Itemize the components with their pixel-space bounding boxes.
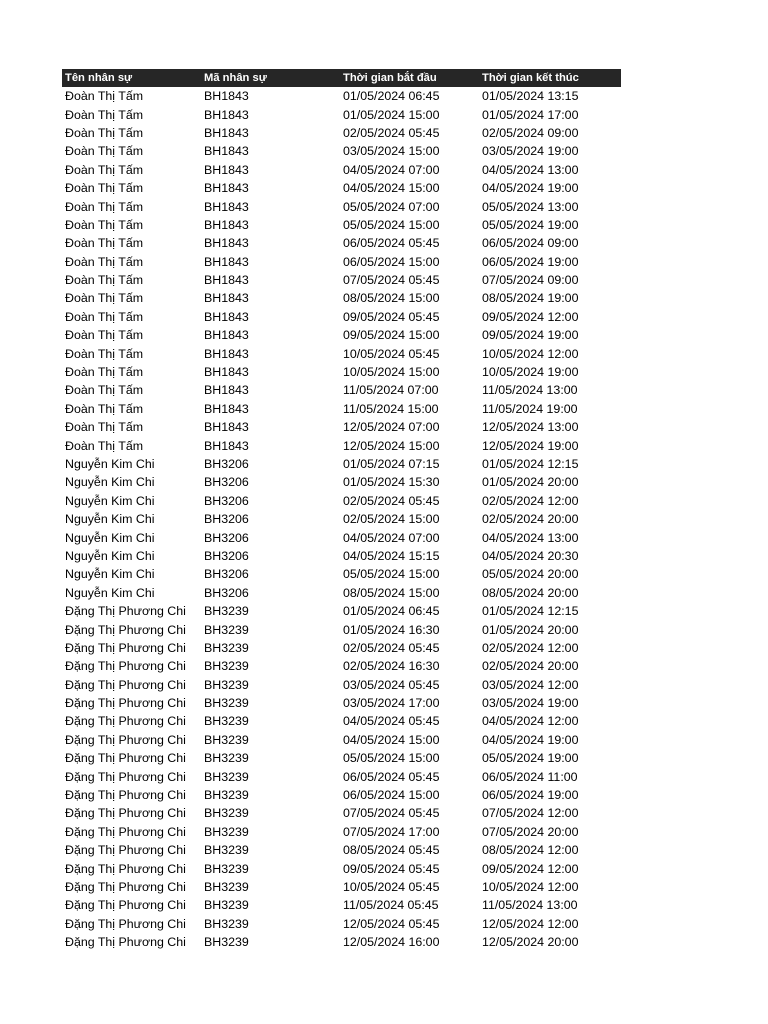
cell-employee-name[interactable]: Đặng Thị Phương Chi	[65, 677, 186, 692]
cell-end-time[interactable]: 06/05/2024 19:00	[482, 788, 579, 803]
cell-employee-name[interactable]: Đoàn Thị Tấm	[65, 291, 144, 306]
cell-employee-name[interactable]: Đặng Thị Phương Chi	[65, 769, 186, 784]
cell-end-time[interactable]: 01/05/2024 17:00	[482, 107, 579, 122]
cell-end-time[interactable]: 07/05/2024 12:00	[482, 806, 579, 821]
cell-end-time[interactable]: 01/05/2024 12:15	[482, 457, 579, 471]
cell-employee-id[interactable]: BH1843	[204, 236, 249, 251]
cell-employee-id[interactable]: BH3239	[204, 732, 249, 747]
cell-end-time[interactable]: 06/05/2024 19:00	[482, 254, 579, 269]
cell-employee-name[interactable]: Đoàn Thị Tấm	[65, 365, 144, 380]
cell-employee-id[interactable]: BH1843	[204, 144, 249, 159]
cell-end-time[interactable]: 04/05/2024 19:00	[482, 732, 579, 747]
cell-start-time[interactable]: 01/05/2024 15:30	[343, 475, 440, 490]
cell-start-time[interactable]: 11/05/2024 05:45	[343, 898, 439, 913]
cell-employee-name[interactable]: Đặng Thị Phương Chi	[65, 935, 186, 950]
cell-employee-id[interactable]: BH1843	[204, 365, 249, 380]
cell-start-time[interactable]: 02/05/2024 05:45	[343, 640, 440, 655]
table-row[interactable]	[62, 915, 621, 933]
cell-end-time[interactable]: 11/05/2024 19:00	[482, 401, 578, 416]
cell-employee-name[interactable]: Nguyễn Kim Chi	[65, 530, 155, 545]
cell-employee-name[interactable]: Đặng Thị Phương Chi	[65, 659, 186, 674]
table-row[interactable]	[62, 87, 621, 105]
cell-employee-name[interactable]: Đoàn Thị Tấm	[65, 236, 144, 251]
cell-start-time[interactable]: 09/05/2024 05:45	[343, 309, 440, 324]
cell-employee-name[interactable]: Đoàn Thị Tấm	[65, 438, 144, 453]
cell-end-time[interactable]: 04/05/2024 13:00	[482, 162, 579, 177]
cell-start-time[interactable]: 01/05/2024 06:45	[343, 89, 440, 104]
table-row[interactable]	[62, 823, 621, 841]
cell-employee-name[interactable]: Đoàn Thị Tấm	[65, 420, 144, 435]
cell-start-time[interactable]: 01/05/2024 15:00	[343, 107, 440, 122]
table-row[interactable]	[62, 142, 621, 160]
cell-end-time[interactable]: 04/05/2024 12:00	[482, 714, 579, 729]
cell-employee-id[interactable]: BH1843	[204, 181, 249, 196]
cell-start-time[interactable]: 02/05/2024 15:00	[343, 512, 440, 527]
cell-employee-id[interactable]: BH3239	[204, 788, 249, 803]
cell-employee-id[interactable]: BH1843	[204, 328, 249, 343]
cell-end-time[interactable]: 04/05/2024 13:00	[482, 530, 579, 545]
cell-end-time[interactable]: 10/05/2024 12:00	[482, 346, 579, 361]
table-row[interactable]	[62, 105, 621, 123]
cell-employee-id[interactable]: BH1843	[204, 217, 249, 232]
cell-start-time[interactable]: 03/05/2024 05:45	[343, 677, 440, 692]
cell-employee-name[interactable]: Đặng Thị Phương Chi	[65, 732, 186, 747]
cell-employee-id[interactable]: BH3206	[204, 493, 249, 508]
cell-employee-id[interactable]: BH1843	[204, 107, 249, 122]
cell-start-time[interactable]: 08/05/2024 15:00	[343, 585, 440, 600]
table-row[interactable]	[62, 418, 621, 436]
cell-employee-name[interactable]: Đoàn Thị Tấm	[65, 217, 144, 232]
cell-start-time[interactable]: 02/05/2024 05:45	[343, 125, 440, 140]
table-row[interactable]	[62, 510, 621, 528]
cell-employee-id[interactable]: BH3239	[204, 898, 249, 913]
cell-employee-id[interactable]: BH3239	[204, 861, 249, 876]
cell-employee-name[interactable]: Nguyễn Kim Chi	[65, 493, 155, 508]
table-row[interactable]	[62, 344, 621, 362]
cell-start-time[interactable]: 03/05/2024 15:00	[343, 144, 440, 159]
cell-employee-id[interactable]: BH1843	[204, 383, 249, 398]
header-employee-id[interactable]: Mã nhân sự	[204, 72, 267, 84]
cell-employee-name[interactable]: Đoàn Thị Tấm	[65, 328, 144, 343]
cell-employee-id[interactable]: BH3239	[204, 659, 249, 674]
cell-start-time[interactable]: 10/05/2024 05:45	[343, 346, 440, 361]
cell-start-time[interactable]: 12/05/2024 15:00	[343, 438, 440, 453]
cell-start-time[interactable]: 05/05/2024 07:00	[343, 199, 440, 214]
table-row[interactable]	[62, 161, 621, 179]
cell-start-time[interactable]: 07/05/2024 17:00	[343, 824, 440, 839]
cell-end-time[interactable]: 01/05/2024 13:15	[482, 89, 579, 104]
cell-end-time[interactable]: 04/05/2024 20:30	[482, 548, 579, 563]
table-row[interactable]	[62, 547, 621, 565]
cell-end-time[interactable]: 10/05/2024 19:00	[482, 365, 579, 380]
cell-employee-id[interactable]: BH3239	[204, 843, 249, 858]
header-employee-name[interactable]: Tên nhân sự	[65, 72, 133, 84]
table-row[interactable]	[62, 786, 621, 804]
cell-start-time[interactable]: 12/05/2024 07:00	[343, 420, 440, 435]
cell-start-time[interactable]: 06/05/2024 05:45	[343, 236, 440, 251]
cell-employee-id[interactable]: BH3239	[204, 622, 249, 637]
cell-end-time[interactable]: 01/05/2024 20:00	[482, 622, 579, 637]
cell-end-time[interactable]: 09/05/2024 19:00	[482, 328, 579, 343]
cell-start-time[interactable]: 12/05/2024 05:45	[343, 916, 440, 931]
cell-end-time[interactable]: 09/05/2024 12:00	[482, 309, 579, 324]
table-row[interactable]	[62, 896, 621, 914]
cell-employee-name[interactable]: Đoàn Thị Tấm	[65, 89, 144, 104]
header-start-time[interactable]: Thời gian bắt đầu	[343, 72, 437, 84]
cell-start-time[interactable]: 07/05/2024 05:45	[343, 806, 440, 821]
cell-employee-name[interactable]: Đoàn Thị Tấm	[65, 254, 144, 269]
table-row[interactable]	[62, 584, 621, 602]
cell-employee-name[interactable]: Đặng Thị Phương Chi	[65, 843, 186, 858]
header-end-time[interactable]: Thời gian kết thúc	[482, 72, 579, 84]
cell-start-time[interactable]: 11/05/2024 07:00	[343, 383, 439, 398]
cell-employee-name[interactable]: Nguyễn Kim Chi	[65, 512, 155, 527]
table-row[interactable]	[62, 804, 621, 822]
cell-start-time[interactable]: 04/05/2024 15:00	[343, 732, 440, 747]
cell-employee-id[interactable]: BH1843	[204, 89, 249, 104]
cell-employee-id[interactable]: BH1843	[204, 199, 249, 214]
cell-employee-id[interactable]: BH1843	[204, 346, 249, 361]
table-row[interactable]	[62, 492, 621, 510]
cell-employee-name[interactable]: Đoàn Thị Tấm	[65, 162, 144, 177]
table-body	[62, 87, 621, 951]
cell-start-time[interactable]: 01/05/2024 07:15	[343, 457, 440, 471]
table-row[interactable]	[62, 381, 621, 399]
cell-employee-id[interactable]: BH3239	[204, 935, 249, 950]
cell-employee-name[interactable]: Đoàn Thị Tấm	[65, 144, 144, 159]
table-row[interactable]	[62, 841, 621, 859]
cell-start-time[interactable]: 07/05/2024 05:45	[343, 273, 440, 288]
cell-end-time[interactable]: 02/05/2024 20:00	[482, 659, 579, 674]
cell-end-time[interactable]: 11/05/2024 13:00	[482, 383, 578, 398]
cell-employee-name[interactable]: Đoàn Thị Tấm	[65, 309, 144, 324]
table-row[interactable]	[62, 289, 621, 307]
table-row[interactable]	[62, 271, 621, 289]
cell-employee-id[interactable]: BH3239	[204, 640, 249, 655]
table-row[interactable]	[62, 455, 621, 473]
cell-employee-name[interactable]: Đặng Thị Phương Chi	[65, 751, 186, 766]
cell-employee-id[interactable]: BH1843	[204, 291, 249, 306]
cell-start-time[interactable]: 04/05/2024 05:45	[343, 714, 440, 729]
cell-end-time[interactable]: 03/05/2024 19:00	[482, 696, 579, 711]
cell-employee-name[interactable]: Đặng Thị Phương Chi	[65, 622, 186, 637]
cell-start-time[interactable]: 05/05/2024 15:00	[343, 217, 440, 232]
table-row[interactable]	[62, 657, 621, 675]
table-row[interactable]	[62, 639, 621, 657]
cell-employee-id[interactable]: BH3239	[204, 677, 249, 692]
cell-employee-name[interactable]: Đặng Thị Phương Chi	[65, 916, 186, 931]
cell-employee-id[interactable]: BH1843	[204, 162, 249, 177]
cell-employee-name[interactable]: Đoàn Thị Tấm	[65, 273, 144, 288]
cell-start-time[interactable]: 10/05/2024 15:00	[343, 365, 440, 380]
cell-employee-id[interactable]: BH1843	[204, 438, 249, 453]
table-row[interactable]	[62, 216, 621, 234]
cell-start-time[interactable]: 06/05/2024 15:00	[343, 254, 440, 269]
table-row[interactable]	[62, 731, 621, 749]
cell-start-time[interactable]: 02/05/2024 05:45	[343, 493, 440, 508]
cell-employee-name[interactable]: Đặng Thị Phương Chi	[65, 714, 186, 729]
table-row[interactable]	[62, 859, 621, 877]
cell-employee-name[interactable]: Đặng Thị Phương Chi	[65, 640, 186, 655]
cell-employee-name[interactable]: Đặng Thị Phương Chi	[65, 898, 186, 913]
table-row[interactable]	[62, 694, 621, 712]
cell-employee-id[interactable]: BH1843	[204, 420, 249, 435]
cell-start-time[interactable]: 09/05/2024 15:00	[343, 328, 440, 343]
table-row[interactable]	[62, 308, 621, 326]
cell-employee-name[interactable]: Đặng Thị Phương Chi	[65, 788, 186, 803]
cell-employee-name[interactable]: Đoàn Thị Tấm	[65, 125, 144, 140]
cell-employee-name[interactable]: Đoàn Thị Tấm	[65, 401, 144, 416]
cell-end-time[interactable]: 12/05/2024 19:00	[482, 438, 579, 453]
cell-start-time[interactable]: 08/05/2024 05:45	[343, 843, 440, 858]
table-row[interactable]	[62, 620, 621, 638]
cell-end-time[interactable]: 05/05/2024 13:00	[482, 199, 579, 214]
cell-end-time[interactable]: 02/05/2024 12:00	[482, 640, 579, 655]
cell-end-time[interactable]: 12/05/2024 12:00	[482, 916, 579, 931]
cell-employee-name[interactable]: Đoàn Thị Tấm	[65, 107, 144, 122]
cell-start-time[interactable]: 06/05/2024 15:00	[343, 788, 440, 803]
cell-start-time[interactable]: 05/05/2024 15:00	[343, 751, 440, 766]
cell-start-time[interactable]: 08/05/2024 15:00	[343, 291, 440, 306]
cell-end-time[interactable]: 05/05/2024 19:00	[482, 217, 579, 232]
cell-end-time[interactable]: 10/05/2024 12:00	[482, 879, 579, 894]
cell-employee-id[interactable]: BH3206	[204, 530, 249, 545]
cell-start-time[interactable]: 01/05/2024 16:30	[343, 622, 440, 637]
cell-start-time[interactable]: 03/05/2024 17:00	[343, 696, 440, 711]
cell-employee-name[interactable]: Đặng Thị Phương Chi	[65, 604, 186, 619]
table-row[interactable]	[62, 253, 621, 271]
cell-employee-id[interactable]: BH1843	[204, 125, 249, 140]
cell-employee-name[interactable]: Nguyễn Kim Chi	[65, 548, 155, 563]
cell-end-time[interactable]: 05/05/2024 20:00	[482, 567, 579, 582]
cell-employee-id[interactable]: BH3239	[204, 696, 249, 711]
cell-end-time[interactable]: 08/05/2024 19:00	[482, 291, 579, 306]
table-row[interactable]	[62, 234, 621, 252]
table-row[interactable]	[62, 933, 621, 951]
cell-employee-name[interactable]: Nguyễn Kim Chi	[65, 457, 155, 471]
cell-start-time[interactable]: 09/05/2024 05:45	[343, 861, 440, 876]
cell-employee-name[interactable]: Nguyễn Kim Chi	[65, 585, 155, 600]
cell-start-time[interactable]: 04/05/2024 15:00	[343, 181, 440, 196]
cell-start-time[interactable]: 11/05/2024 15:00	[343, 401, 439, 416]
cell-employee-id[interactable]: BH1843	[204, 401, 249, 416]
cell-employee-name[interactable]: Đặng Thị Phương Chi	[65, 879, 186, 894]
cell-end-time[interactable]: 03/05/2024 12:00	[482, 677, 579, 692]
table-row[interactable]	[62, 878, 621, 896]
cell-employee-id[interactable]: BH3239	[204, 806, 249, 821]
cell-start-time[interactable]: 06/05/2024 05:45	[343, 769, 440, 784]
cell-start-time[interactable]: 04/05/2024 07:00	[343, 162, 440, 177]
cell-end-time[interactable]: 12/05/2024 20:00	[482, 935, 579, 950]
table-row[interactable]	[62, 676, 621, 694]
cell-employee-name[interactable]: Nguyễn Kim Chi	[65, 567, 155, 582]
cell-employee-id[interactable]: BH3239	[204, 824, 249, 839]
cell-employee-name[interactable]: Đặng Thị Phương Chi	[65, 824, 186, 839]
cell-end-time[interactable]: 01/05/2024 20:00	[482, 475, 579, 490]
cell-employee-id[interactable]: BH3206	[204, 475, 249, 490]
cell-end-time[interactable]: 11/05/2024 13:00	[482, 898, 578, 913]
cell-employee-id[interactable]: BH1843	[204, 273, 249, 288]
cell-employee-id[interactable]: BH3239	[204, 916, 249, 931]
cell-employee-id[interactable]: BH3206	[204, 457, 249, 471]
table-row[interactable]	[62, 767, 621, 785]
table-row[interactable]	[62, 473, 621, 491]
cell-end-time[interactable]: 08/05/2024 12:00	[482, 843, 579, 858]
table-row[interactable]	[62, 363, 621, 381]
cell-start-time[interactable]: 01/05/2024 06:45	[343, 604, 440, 619]
cell-end-time[interactable]: 07/05/2024 20:00	[482, 824, 579, 839]
cell-employee-id[interactable]: BH3239	[204, 604, 249, 619]
cell-employee-name[interactable]: Đặng Thị Phương Chi	[65, 861, 186, 876]
shift-table	[62, 69, 621, 951]
cell-employee-name[interactable]: Đặng Thị Phương Chi	[65, 806, 186, 821]
cell-end-time[interactable]: 12/05/2024 13:00	[482, 420, 579, 435]
cell-end-time[interactable]: 09/05/2024 12:00	[482, 861, 579, 876]
cell-end-time[interactable]: 01/05/2024 12:15	[482, 604, 579, 619]
cell-employee-id[interactable]: BH3206	[204, 548, 249, 563]
cell-employee-id[interactable]: BH3239	[204, 879, 249, 894]
cell-employee-name[interactable]: Nguyễn Kim Chi	[65, 475, 155, 490]
cell-end-time[interactable]: 02/05/2024 12:00	[482, 493, 579, 508]
table-row[interactable]	[62, 749, 621, 767]
table-row[interactable]	[62, 326, 621, 344]
cell-employee-name[interactable]: Đoàn Thị Tấm	[65, 181, 144, 196]
table-row[interactable]	[62, 124, 621, 142]
table-row[interactable]	[62, 197, 621, 215]
cell-start-time[interactable]: 04/05/2024 15:15	[343, 548, 440, 563]
table-row[interactable]	[62, 528, 621, 546]
table-row[interactable]	[62, 565, 621, 583]
cell-employee-id[interactable]: BH3206	[204, 585, 249, 600]
cell-employee-name[interactable]: Đoàn Thị Tấm	[65, 199, 144, 214]
cell-end-time[interactable]: 06/05/2024 09:00	[482, 236, 579, 251]
cell-employee-name[interactable]: Đoàn Thị Tấm	[65, 346, 144, 361]
cell-end-time[interactable]: 03/05/2024 19:00	[482, 144, 579, 159]
table-row[interactable]	[62, 400, 621, 418]
table-row[interactable]	[62, 602, 621, 620]
cell-start-time[interactable]: 12/05/2024 16:00	[343, 935, 440, 950]
cell-end-time[interactable]: 05/05/2024 19:00	[482, 751, 579, 766]
cell-start-time[interactable]: 04/05/2024 07:00	[343, 530, 440, 545]
cell-start-time[interactable]: 02/05/2024 16:30	[343, 659, 440, 674]
cell-employee-id[interactable]: BH3239	[204, 769, 249, 784]
cell-employee-id[interactable]: BH3239	[204, 751, 249, 766]
cell-employee-name[interactable]: Đặng Thị Phương Chi	[65, 696, 186, 711]
table-header-row	[62, 69, 621, 87]
cell-end-time[interactable]: 07/05/2024 09:00	[482, 273, 579, 288]
cell-start-time[interactable]: 10/05/2024 05:45	[343, 879, 440, 894]
cell-end-time[interactable]: 02/05/2024 20:00	[482, 512, 579, 527]
cell-employee-id[interactable]: BH1843	[204, 309, 249, 324]
cell-employee-id[interactable]: BH3239	[204, 714, 249, 729]
cell-end-time[interactable]: 04/05/2024 19:00	[482, 181, 579, 196]
table-row[interactable]	[62, 436, 621, 454]
cell-end-time[interactable]: 06/05/2024 11:00	[482, 769, 578, 784]
table-row[interactable]	[62, 179, 621, 197]
cell-end-time[interactable]: 08/05/2024 20:00	[482, 585, 579, 600]
cell-end-time[interactable]: 02/05/2024 09:00	[482, 125, 579, 140]
table-row[interactable]	[62, 712, 621, 730]
cell-employee-id[interactable]: BH3206	[204, 567, 249, 582]
cell-employee-id[interactable]: BH1843	[204, 254, 249, 269]
cell-employee-name[interactable]: Đoàn Thị Tấm	[65, 383, 144, 398]
cell-employee-id[interactable]: BH3206	[204, 512, 249, 527]
cell-start-time[interactable]: 05/05/2024 15:00	[343, 567, 440, 582]
